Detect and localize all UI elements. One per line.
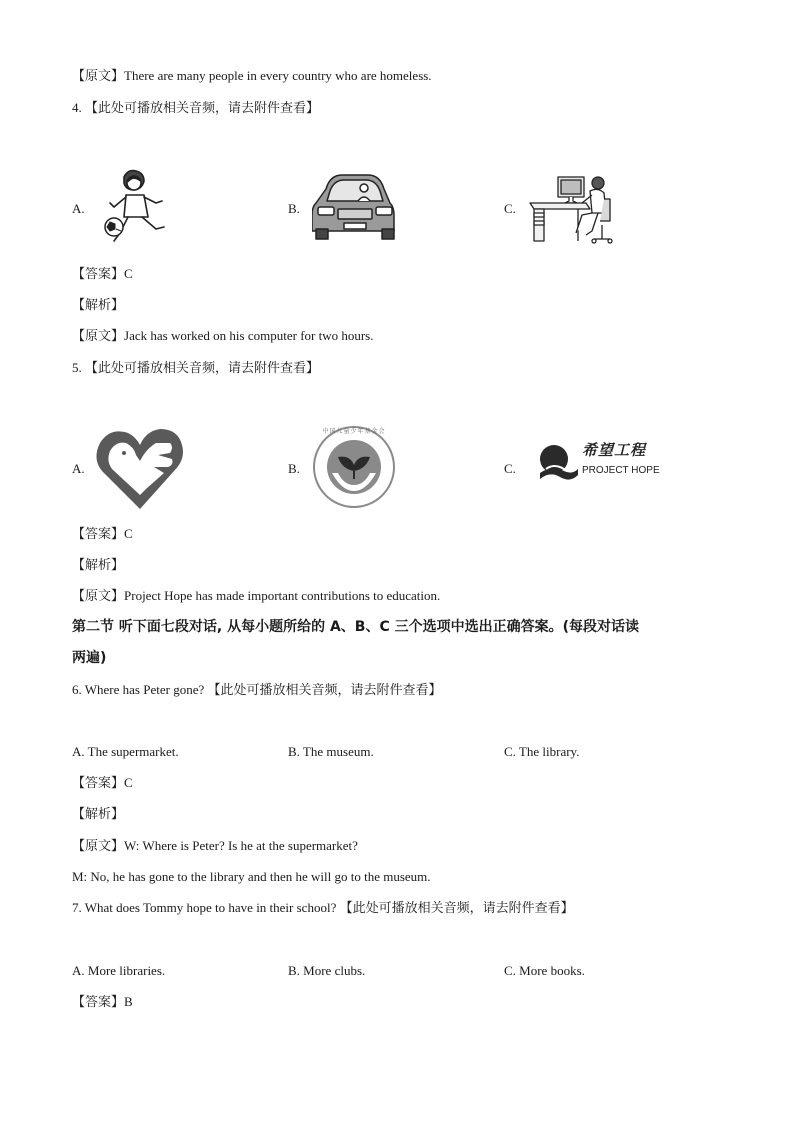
q6-source-m: M: No, he has gone to the library and then he will go to the museum. bbox=[72, 869, 431, 884]
analysis-tag: 【解析】 bbox=[72, 807, 125, 822]
seal-text: 中国儿童少年基金会 bbox=[322, 428, 386, 435]
answer-value: C bbox=[124, 266, 133, 281]
answer-tag: 【答案】 bbox=[72, 527, 125, 542]
section-heading-line2: 两遍) bbox=[72, 650, 107, 666]
option-label: A. bbox=[72, 461, 85, 476]
q4-answer bbox=[72, 265, 133, 284]
answer-tag: 【答案】 bbox=[72, 776, 125, 791]
answer-value: B bbox=[124, 994, 133, 1009]
source-text: Project Hope has made important contributions to education. bbox=[124, 588, 441, 603]
person-at-computer-icon bbox=[528, 169, 618, 249]
logo-en: PROJECT HOPE bbox=[582, 465, 660, 476]
q5-analysis bbox=[72, 556, 124, 575]
q7-option-c[interactable]: C. More books. bbox=[504, 963, 585, 978]
section-heading bbox=[72, 612, 732, 674]
source-text: W: Where is Peter? Is he at the supermarket? bbox=[124, 838, 358, 853]
question-text: 7. What does Tommy hope to have in their school? bbox=[72, 900, 337, 915]
q4-source bbox=[72, 327, 374, 346]
q3-source-line bbox=[72, 67, 432, 86]
answer-value: C bbox=[124, 526, 133, 541]
source-tag: 【原文】 bbox=[72, 589, 125, 604]
car-driver-icon bbox=[312, 171, 398, 243]
q6-option-b[interactable]: B. The museum. bbox=[288, 744, 374, 759]
option-label: C. bbox=[504, 461, 516, 476]
audio-note[interactable]: 【此处可播放相关音频，请去附件查看】 bbox=[85, 101, 320, 116]
source-tag: 【原文】 bbox=[72, 69, 125, 84]
answer-value: C bbox=[124, 775, 133, 790]
q6-question bbox=[72, 681, 442, 700]
childrens-foundation-seal bbox=[312, 425, 396, 509]
q6-source bbox=[72, 837, 358, 856]
project-hope-emblem-icon bbox=[538, 443, 578, 483]
q6-analysis bbox=[72, 805, 124, 824]
dove-heart-logo-icon bbox=[94, 425, 186, 511]
boy-playing-football-icon bbox=[102, 167, 170, 249]
option-label: B. bbox=[288, 461, 300, 476]
option-label: C. bbox=[504, 201, 516, 216]
q4-options bbox=[72, 165, 722, 255]
q6-option-a[interactable]: A. The supermarket. bbox=[72, 744, 179, 759]
audio-note[interactable]: 【此处可播放相关音频，请去附件查看】 bbox=[339, 901, 574, 916]
q5-options bbox=[72, 425, 722, 515]
logo-cn: 希望工程 bbox=[582, 441, 647, 459]
analysis-tag: 【解析】 bbox=[72, 298, 125, 313]
answer-tag: 【答案】 bbox=[72, 995, 125, 1010]
option-label: A. bbox=[72, 201, 85, 216]
option-label: B. bbox=[288, 201, 300, 216]
q7-option-b[interactable]: B. More clubs. bbox=[288, 963, 366, 978]
question-text: 6. Where has Peter gone? bbox=[72, 682, 205, 697]
q7-option-a[interactable]: A. More libraries. bbox=[72, 963, 166, 978]
source-tag: 【原文】 bbox=[72, 839, 125, 854]
question-number: 4. bbox=[72, 100, 82, 115]
q6-option-c[interactable]: C. The library. bbox=[504, 744, 580, 759]
audio-note[interactable]: 【此处可播放相关音频，请去附件查看】 bbox=[207, 683, 442, 698]
section-heading-line1: 第二节 听下面七段对话, 从每小题所给的 A、B、C 三个选项中选出正确答案。(每段对话读 bbox=[72, 619, 639, 635]
question-number: 5. bbox=[72, 360, 82, 375]
answer-tag: 【答案】 bbox=[72, 267, 125, 282]
q7-question bbox=[72, 899, 574, 918]
audio-note[interactable]: 【此处可播放相关音频，请去附件查看】 bbox=[85, 361, 320, 376]
q5-source bbox=[72, 587, 440, 606]
q6-answer bbox=[72, 774, 133, 793]
source-text: Jack has worked on his computer for two hours. bbox=[124, 328, 374, 343]
seal-emblem-icon bbox=[312, 425, 396, 509]
source-tag: 【原文】 bbox=[72, 329, 125, 344]
q4-question bbox=[72, 99, 319, 118]
project-hope-logo bbox=[538, 441, 662, 489]
q4-analysis bbox=[72, 296, 124, 315]
q5-question bbox=[72, 359, 319, 378]
q5-answer bbox=[72, 525, 133, 544]
source-text: There are many people in every country who are homeless. bbox=[124, 68, 432, 83]
q7-answer bbox=[72, 993, 133, 1012]
analysis-tag: 【解析】 bbox=[72, 558, 125, 573]
